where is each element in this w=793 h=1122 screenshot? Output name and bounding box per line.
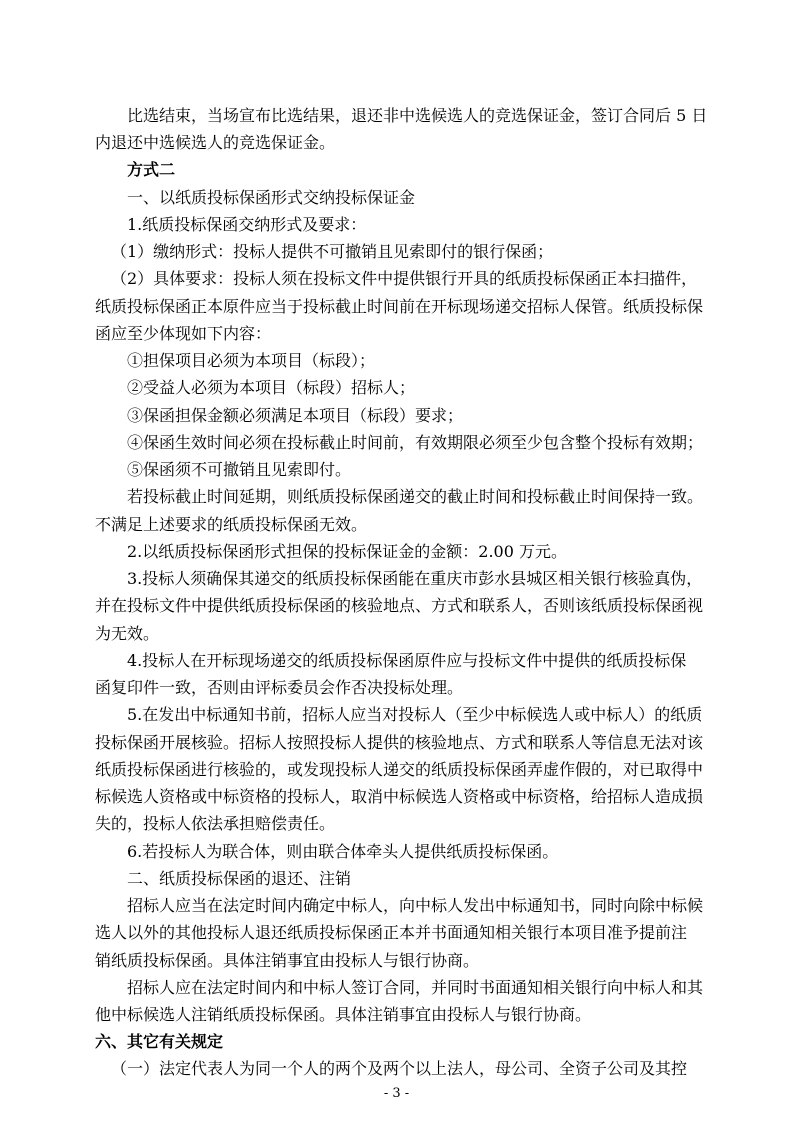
text-line: 比选结束，当场宣布比选结果，退还非中选候选人的竞选保证金，签订合同后 5 日 — [127, 106, 708, 125]
text-line: ②受益人必须为本项目（标段）招标人； — [127, 378, 416, 397]
text-line: 纸质投标保函正本原件应当于投标截止时间前在开标现场递交招标人保管。纸质投标保 — [95, 297, 704, 316]
text-line: （2）具体要求：投标人须在投标文件中提供银行开具的纸质投标保函正本扫描件， — [111, 269, 698, 288]
text-line: 销纸质投标保函。具体注销事宜由投标人与银行协商。 — [95, 951, 480, 970]
text-line: 纸质投标保函进行核验的，或发现投标人递交的纸质投标保函弄虚作假的，对已取得中 — [95, 760, 704, 779]
text-line: 5.在发出中标通知书前，招标人应当对投标人（至少中标候选人或中标人）的纸质 — [127, 705, 703, 724]
text-line: 二、纸质投标保函的退还、注销 — [127, 869, 352, 888]
text-line: 6.若投标人为联合体，则由联合体牵头人提供纸质投标保函。 — [127, 842, 559, 861]
text-line: 标候选人资格或中标资格的投标人，取消中标候选人资格或中标资格，给招标人造成损 — [95, 787, 704, 806]
text-line: （一）法定代表人为同一个人的两个及两个以上法人，母公司、全资子公司及其控 — [111, 1059, 688, 1078]
text-line: 方式二 — [127, 160, 176, 179]
text-line: 函应至少体现如下内容： — [95, 324, 272, 343]
text-line: 不满足上述要求的纸质投标保函无效。 — [95, 515, 368, 534]
text-line: ⑤保函须不可撤销且见索即付。 — [127, 460, 352, 479]
text-line: 为无效。 — [95, 624, 160, 643]
text-line: 2.以纸质投标保函形式担保的投标保证金的金额：2.00 万元。 — [127, 542, 567, 561]
text-line: 并在投标文件中提供纸质投标保函的核验地点、方式和联系人，否则该纸质投标保函视 — [95, 596, 704, 615]
page-number: - 3 - — [383, 1086, 410, 1101]
text-line: ④保函生效时间必须在投标截止时间前，有效期限必须至少包含整个投标有效期； — [127, 433, 704, 452]
text-line: 函复印件一致，否则由评标委员会作否决投标处理。 — [95, 678, 464, 697]
text-line: 内退还中选候选人的竞选保证金。 — [95, 133, 336, 152]
text-line: 1.纸质投标保函交纳形式及要求： — [127, 215, 367, 234]
text-line: 选人以外的其他投标人退还纸质投标保函正本并书面通知相关银行本项目准予提前注 — [95, 923, 688, 942]
text-line: ③保函担保金额必须满足本项目（标段）要求； — [127, 406, 464, 425]
text-line: 若投标截止时间延期，则纸质投标保函递交的截止时间和投标截止时间保持一致。 — [127, 487, 704, 506]
text-line: 他中标候选人注销纸质投标保函。具体注销事宜由投标人与银行协商。 — [95, 1005, 592, 1024]
text-line: （1）缴纳形式：投标人提供不可撤销且见索即付的银行保函； — [111, 242, 554, 261]
text-line: 一、以纸质投标保函形式交纳投标保证金 — [127, 188, 416, 207]
text-line: 招标人应在法定时间内和中标人签订合同，并同时书面通知相关银行向中标人和其 — [127, 978, 704, 997]
text-line: 投标保函开展核验。招标人按照投标人提供的核验地点、方式和联系人等信息无法对该 — [95, 733, 704, 752]
text-line: 4.投标人在开标现场递交的纸质投标保函原件应与投标文件中提供的纸质投标保 — [127, 651, 687, 670]
text-line: 六、其它有关规定 — [95, 1032, 224, 1051]
text-line: 失的，投标人依法承担赔偿责任。 — [95, 814, 336, 833]
text-line: ①担保项目必须为本项目（标段）； — [127, 351, 376, 370]
text-line: 3.投标人须确保其递交的纸质投标保函能在重庆市彭水县城区相关银行核验真伪， — [127, 569, 703, 588]
text-line: 招标人应当在法定时间内确定中标人，向中标人发出中标通知书，同时向除中标候 — [127, 896, 704, 915]
